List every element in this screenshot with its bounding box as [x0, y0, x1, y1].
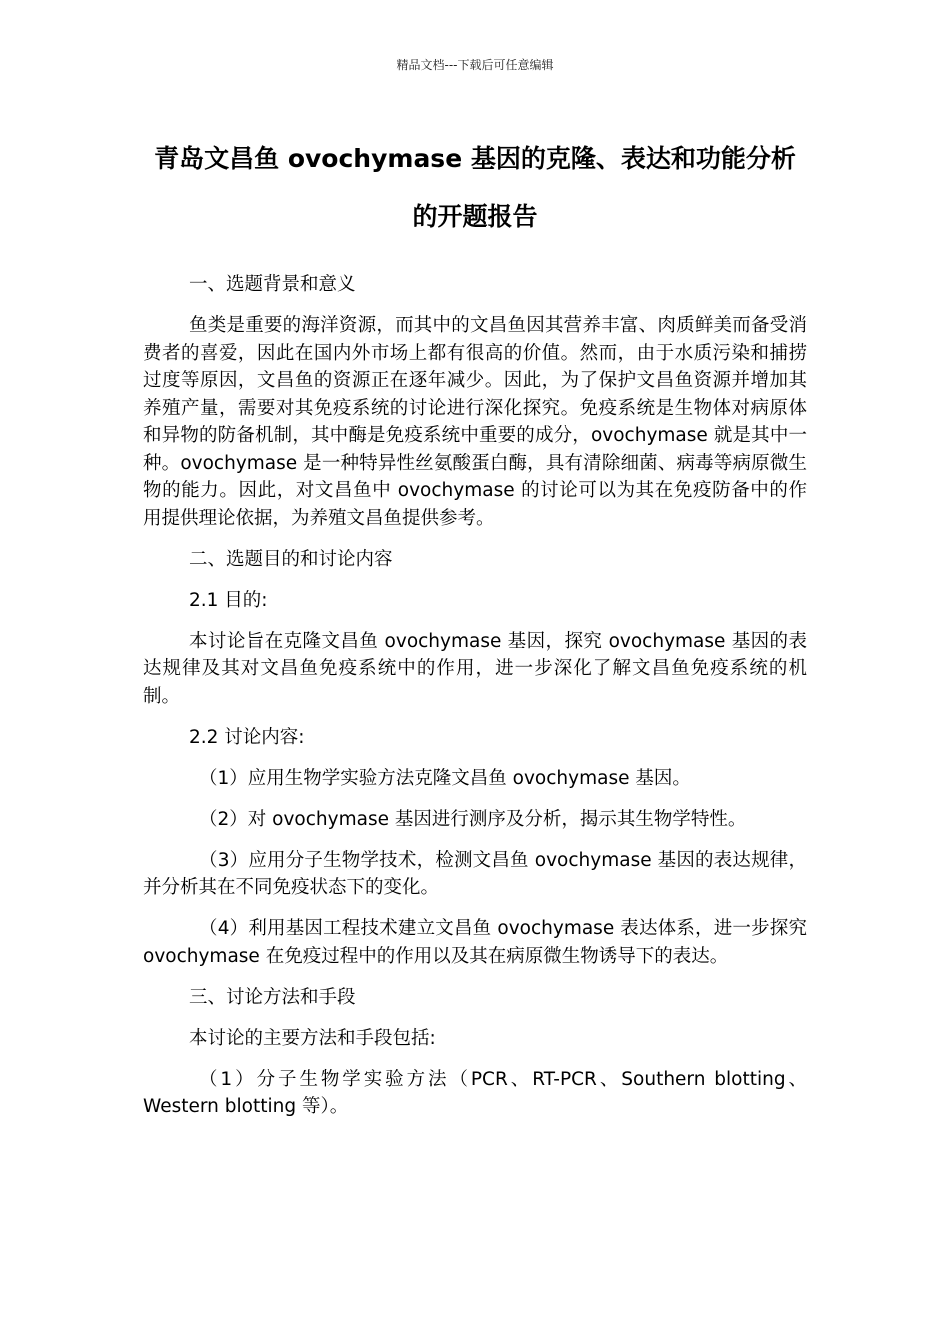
subsection-heading-2-1: 2.1 目的: — [189, 589, 268, 611]
method-item-1: （1）分子生物学实验方法（PCR、RT-PCR、Southern blotting、Western blotting 等）。 — [143, 1068, 807, 1117]
section-heading-1: 一、选题背景和意义 — [189, 274, 356, 295]
content-item-3: （3）应用分子生物学技术，检测文昌鱼 ovochymase 基因的表达规律，并分析其在不同免疫状态下的变化。 — [143, 849, 807, 898]
methods-intro: 本讨论的主要方法和手段包括: — [189, 1027, 436, 1049]
content-item-2: （2）对 ovochymase 基因进行测序及分析，揭示其生物学特性。 — [199, 808, 747, 830]
section-heading-2: 二、选题目的和讨论内容 — [189, 548, 393, 570]
purpose-paragraph: 本讨论旨在克隆文昌鱼 ovochymase 基因，探究 ovochymase 基因的表达规律及其对文昌鱼免疫系统中的作用，进一步深化了解文昌鱼免疫系统的机制。 — [143, 630, 807, 707]
content-item-4: （4）利用基因工程技术建立文昌鱼 ovochymase 表达体系，进一步探究 ovochymase 在免疫过程中的作用以及其在病原微生物诱导下的表达。 — [143, 918, 807, 967]
background-paragraph: 鱼类是重要的海洋资源，而其中的文昌鱼因其营养丰富、肉质鲜美而备受消费者的喜爱，因此在国内外市场上都有很高的价值。然而，由于水质污染和捕捞过度等原因，文昌鱼的资源正在逐年减少。因此，为了保护文昌鱼资源并增加其养殖产量，需要对其免疫系统的讨论进行深化探究。免疫系统是生物体对病原体和异物的防备机制，其中酶是免疫系统中重要的成分，ovochymase 就是其中一种。ovochymase 是一种特异性丝氨酸蛋白酶，具有清除细菌、病毒等病原微生物的能力。因此，对文昌鱼中 ovochymase 的讨论可以为其在免疫防备中的作用提供理论依据，为养殖文昌鱼提供参考。 — [143, 315, 807, 529]
document-body — [143, 271, 807, 1134]
section-heading-3: 三、讨论方法和手段 — [189, 986, 356, 1008]
document-title: 青岛文昌鱼 ovochymase 基因的克隆、表达和功能分析的开题报告 — [154, 144, 796, 231]
content-item-1: （1）应用生物学实验方法克隆文昌鱼 ovochymase 基因。 — [199, 767, 691, 789]
subsection-heading-2-2: 2.2 讨论内容: — [189, 726, 305, 748]
header-note: 精品文档---下载后可任意编辑 — [396, 58, 554, 72]
